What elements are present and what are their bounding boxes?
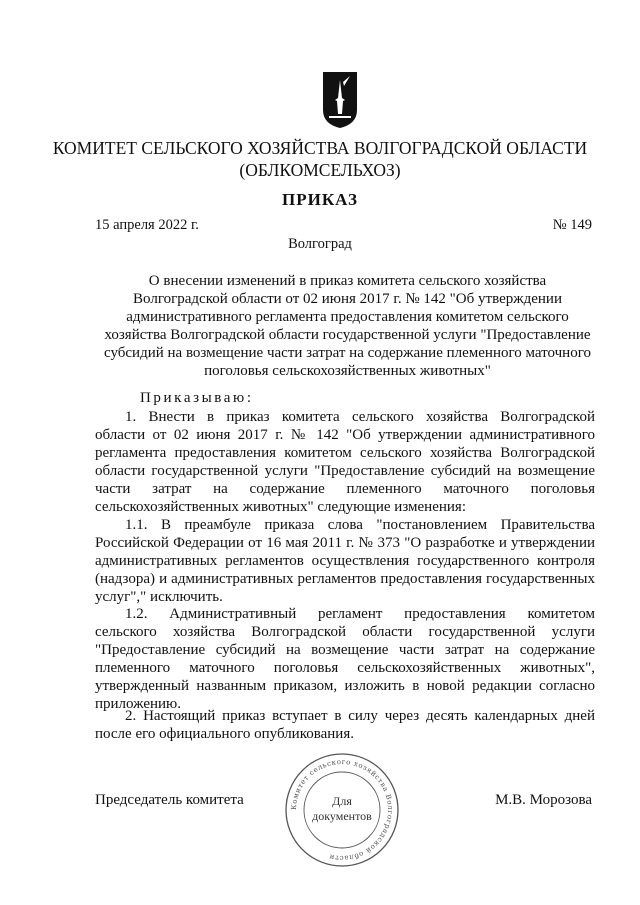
- paragraph-line: регламента предоставления комитетом сельского хозяйства Волгоградской: [95, 445, 595, 461]
- signature-name: М.В. Морозова: [495, 792, 592, 808]
- subject-line: хозяйства Волгоградской области государственной услуги "Предоставление: [104, 327, 591, 343]
- paragraph-line: "Предоставление субсидий на возмещение части затрат на содержание: [95, 642, 595, 658]
- signature-title: Председатель комитета: [95, 792, 244, 808]
- paragraph-line: после его официального опубликования.: [95, 726, 354, 742]
- subject-line: субсидий на возмещение части затрат на содержание племенного маточного: [104, 345, 591, 361]
- paragraph-line: области государственной услуги "Предоставление субсидий на возмещение: [95, 463, 595, 479]
- organization-name: КОМИТЕТ СЕЛЬСКОГО ХОЗЯЙСТВА ВОЛГОГРАДСКОЙ ОБЛАСТИ: [52, 138, 588, 158]
- paragraph-line: (надзора) и административных регламентов предоставления государственных: [95, 571, 595, 587]
- subject-line: административного регламента предоставления комитетом сельского: [126, 309, 569, 325]
- paragraph-line: 1.1. В преамбуле приказа слова "постановлением Правительства: [125, 517, 595, 533]
- paragraph-1-1: [95, 516, 595, 606]
- document-type: ПРИКАЗ: [282, 190, 358, 209]
- paragraph-line: 1.2. Административный регламент предоставления комитетом: [125, 606, 595, 622]
- paragraph-1-2: [95, 605, 595, 713]
- paragraph-line: области от 02 июня 2017 г. № 142 "Об утверждении административного: [95, 427, 595, 443]
- official-stamp: [283, 751, 401, 869]
- document-date: 15 апреля 2022 г.: [95, 217, 199, 233]
- paragraph-line: сельского хозяйства Волгоградской области государственной услуги: [95, 624, 595, 640]
- paragraph-line: 1. Внести в приказ комитета сельского хозяйства Волгоградской: [125, 409, 595, 425]
- document-number: № 149: [552, 217, 592, 233]
- organization-abbreviation: (ОБЛКОМСЕЛЬХОЗ): [239, 160, 401, 180]
- paragraph-line: административных регламентов осуществления государственного контроля: [95, 553, 595, 569]
- paragraph-line: 2. Настоящий приказ вступает в силу через десять календарных дней: [125, 708, 595, 724]
- stamp-center-line: Для: [332, 794, 352, 808]
- paragraph-1: [95, 408, 595, 516]
- document-city: Волгоград: [288, 236, 352, 252]
- document-subject: [95, 272, 600, 380]
- paragraph-line: части затрат на содержание племенного маточного поголовья: [95, 481, 595, 497]
- paragraph-line: сельскохозяйственных животных" следующие изменения:: [95, 499, 466, 515]
- stamp-ring-text: Комитет сельского хозяйства Волгоградской области: [289, 757, 395, 863]
- subject-line: Волгоградской области от 02 июня 2017 г. № 142 "Об утверждении: [133, 291, 562, 307]
- paragraph-2: [95, 707, 595, 743]
- stamp-center-line: документов: [312, 809, 372, 823]
- subject-line: поголовья сельскохозяйственных животных": [204, 363, 491, 379]
- paragraph-line: приложению.: [95, 696, 182, 712]
- order-word: Приказываю:: [140, 390, 254, 406]
- paragraph-line: утвержденный названным приказом, изложить в новой редакции согласно: [95, 678, 595, 694]
- subject-line: О внесении изменений в приказ комитета сельского хозяйства: [148, 273, 547, 289]
- coat-of-arms-icon: [321, 70, 359, 130]
- paragraph-line: Российской Федерации от 16 мая 2011 г. № 373 "О разработке и утверждении: [95, 535, 595, 551]
- paragraph-line: племенного маточного поголовья сельскохозяйственных животных",: [95, 660, 595, 676]
- paragraph-line: услуг"," исключить.: [95, 589, 223, 605]
